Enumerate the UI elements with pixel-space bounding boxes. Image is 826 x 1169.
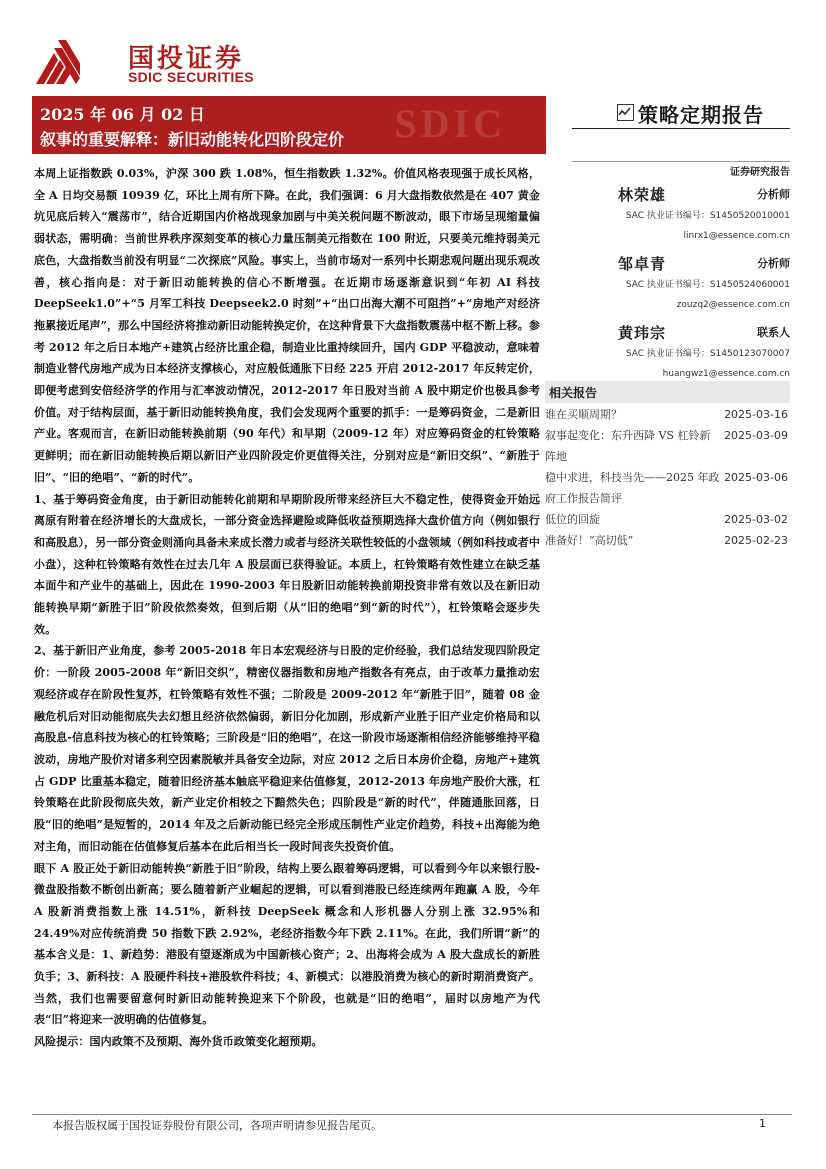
related-report-date: 2025-03-09 — [724, 429, 788, 442]
page-number: 1 — [759, 1117, 766, 1130]
chip-funds-paragraph: 1、基于筹码资金角度，由于新旧动能转化前期和早期阶段所带来经济巨大不稳定性，使得资金开始远离原有附着在经济增长的大盘成长，一部分资金选择避险或降低收益预期选择大盘价值方向（例如银行和高股息），另一部分资金则涌向具备未来成长潜力或者与经济关联性较低的小盘领域（例如科技或者中小盘），这种杠铃策略有效性在过去几年 A 股层面已获得验证。本质上，杠铃策略有效性建立在缺乏基本面牛和产业牛的基础上，因此在 1990-2003 年日股新旧动能转换前期投资非常有效以及在新旧动能转换早期“新胜于旧”阶段依然奏效，但到后期（从“旧的绝唱”到“新的时代”），杠铃策略会逐步失效。 — [34, 492, 540, 636]
related-reports-heading — [545, 381, 790, 403]
current-stage-paragraph: 眼下 A 股正处于新旧动能转换“新胜于旧”阶段，结构上要么跟着筹码逻辑，可以看到今年以来银行股-微盘股指数不断创出新高；要么随着新产业崛起的逻辑，可以看到港股已经连续两年跑赢 A 股，今年 A 股新消费指数上涨 14.51%，新科技 DeepSeek 概念和人形机器人分别上涨 32.95%和 24.49%对应传统消费 50 指数下跌 2.92%，老经济指数今年下跌 2.11%。在此，我们所谓“新”的基本含义是：1、新趋势：港股有望逐渐成为中国新核心资产；2、出海将会成为 A 股大盘成长的新胜负手；3、新科技：A 股硬件科技+港股软件科技；4、新模式：以港股消费为核心的新时期消费资产。当然，我们也需要留意何时新旧动能转换迎来下个阶段，也就是“旧的绝唱”，届时以房地产为代表“旧”将迎来一波明确的估值修复。 — [34, 861, 540, 1027]
related-report-date: 2025-03-16 — [724, 408, 788, 421]
analyst-cert: SAC 执业证书编号：S1450123070007 — [625, 349, 790, 359]
related-report-item[interactable] — [545, 467, 790, 509]
related-report-title[interactable]: 低位的回旋 — [545, 513, 600, 526]
analyst-name: 黄玮宗 — [618, 324, 667, 342]
report-type — [617, 99, 793, 127]
related-report-date: 2025-02-23 — [724, 534, 788, 547]
related-reports-list — [545, 404, 790, 551]
report-body — [34, 163, 540, 1053]
analyst-role: 分析师 — [757, 257, 790, 270]
footer-divider — [32, 1114, 792, 1115]
related-report-title[interactable]: 叙事起变化：东升西降 VS 杠铃新阵地 — [545, 429, 711, 463]
related-report-item[interactable] — [545, 425, 790, 467]
analyst-email[interactable]: linrx1@essence.com.cn — [683, 231, 790, 241]
analyst-list — [572, 184, 790, 391]
related-report-item[interactable] — [545, 509, 790, 530]
header-divider — [572, 128, 790, 129]
analyst-email[interactable]: zouzq2@essence.com.cn — [676, 300, 790, 310]
category-divider — [572, 161, 790, 162]
related-report-title[interactable]: 谁在买顺周期？ — [545, 408, 622, 421]
related-report-title[interactable]: 准备好！“高切低” — [545, 534, 634, 547]
related-report-date: 2025-03-06 — [724, 471, 788, 484]
related-report-item[interactable] — [545, 404, 790, 425]
analyst-name: 邹卓青 — [618, 255, 667, 273]
analyst-cert: SAC 执业证书编号：S1450520010001 — [625, 211, 790, 221]
risk-warning: 风险提示：国内政策不及预期、海外货币政策变化超预期。 — [34, 1035, 323, 1049]
analyst-role: 分析师 — [757, 188, 790, 201]
related-reports-label: 相关报告 — [549, 386, 598, 400]
analyst-cert: SAC 执业证书编号：S1450524060001 — [625, 280, 790, 290]
related-report-title[interactable]: 稳中求进，科技当先——2025 年政府工作报告简评 — [545, 471, 720, 505]
chart-icon — [617, 104, 634, 121]
report-date: 2025 年 06 月 02 日 — [40, 105, 205, 124]
company-logo — [36, 36, 276, 88]
footer-disclaimer: 本报告版权属于国投证券股份有限公司，各项声明请参见报告尾页。 — [52, 1119, 382, 1132]
analyst-email[interactable]: huangwz1@essence.com.cn — [662, 369, 790, 379]
summary-paragraph: 本周上证指数跌 0.03%，沪深 300 跌 1.08%，恒生指数跌 1.32%。价值风格表现强于成长风格，全 A 日均交易额 10939 亿，环比上周有所下降。在此，我们强调：6 月大盘指数依然是在 407 黄金坑见底后转入“震荡市”，结合近期国内价格战现象加剧与中美关税问题不断波动，眼下市场呈现缩量偏弱状态，需明确：当前世界秩序深刻变革的核心力量压制美元指数在 100 附近，只要美元维持弱美元底色，大盘指数当前没有明显“二次探底”风险。事实上，当前市场对一系列中长期悲观问题出现乐观改善，核心指向是：对于新旧动能转换的信心不断增强。在近期市场逐渐意识到“年初 AI 科技 DeepSeek1.0”+“5 月军工科技 Deepseek2.0 时刻”+“出口出海大潮不可阻挡”+“房地产对经济拖累接近尾声”，那么中国经济将推动新旧动能转换定价，在这种背景下大盘指数震荡中枢不断上移。参考 2012 年之后日本地产+建筑占经济比重企稳，制造业比重持续回升，国内 GDP 平稳波动，意味着制造业替代房地产成为日本经济支撑核心，对应般低通胀下日经 225 开启 2012-2017 年反转定价，即便考虑到安倍经济学的作用与汇率波动情况，2012-2017 年日股对当前 A 股中期定价也极具参考价值。对于结构层面，基于新旧动能转换角度，我们会发现两个重要的抓手：一是筹码资金，二是新旧产业。客观而言，在新旧动能转换前期（90 年代）和早期（2009-12 年）对应筹码资金的杠铃策略更鲜明；而在新旧动能转换后期以新旧产业四阶段定价更值得关注，分别对应是“新旧交织”、“新胜于旧”、“旧的绝唱”、“新的时代”。 — [34, 167, 540, 484]
sdic-logo-icon — [36, 40, 80, 84]
report-banner — [32, 96, 546, 154]
brand-name-cn: 国投证券 — [128, 44, 245, 74]
related-report-item[interactable] — [545, 530, 790, 551]
analyst-name: 林荣雄 — [618, 186, 667, 204]
brand-name-en: SDIC SECURITIES — [128, 69, 254, 85]
report-category: 证券研究报告 — [730, 167, 790, 178]
report-title: 叙事的重要解释：新旧动能转化四阶段定价 — [40, 130, 345, 149]
banner-watermark: SDIC — [394, 101, 506, 146]
analyst-card — [572, 184, 790, 253]
related-report-date: 2025-03-02 — [724, 513, 788, 526]
analyst-role: 联系人 — [757, 326, 790, 339]
industry-paragraph: 2、基于新旧产业角度，参考 2005-2018 年日本宏观经济与日股的定价经验，我们总结发现四阶段定价：一阶段 2005-2008 年“新旧交织”，精密仪器指数和房地产指数各有亮点，由于改革力量推动宏观经济或存在阶段性复苏，杠铃策略有效性不强；二阶段是 2009-2012 年“新胜于旧”，随着 08 金融危机后对旧动能彻底失去幻想且经济依然偏弱，新旧分化加剧，形成新产业胜于旧产业定价格局和以高股息-信息科技为核心的杠铃策略；三阶段是“旧的绝唱”，在这一阶段市场逐渐相信经济能够维持平稳波动，房地产股价对诸多利空因素脱敏并具备安全边际，对应 2012 之后日本房价企稳，房地产+建筑占 GDP 比重基本稳定，随着旧经济基本触底平稳迎来估值修复，2012-2013 年房地产股价大涨，杠铃策略在此阶段彻底失效，新产业定价相较之下黯然失色；四阶段是“新的时代”，伴随通胀回落，日股“旧的绝唱”是短暂的，2014 年及之后新动能已经完全形成压制性产业定价趋势，科技+出海能为绝对主角，而旧动能在估值修复后基本在此后相当长一段时间丧失投资价值。 — [34, 644, 540, 853]
report-type-label: 策略定期报告 — [638, 103, 764, 127]
analyst-card — [572, 253, 790, 322]
